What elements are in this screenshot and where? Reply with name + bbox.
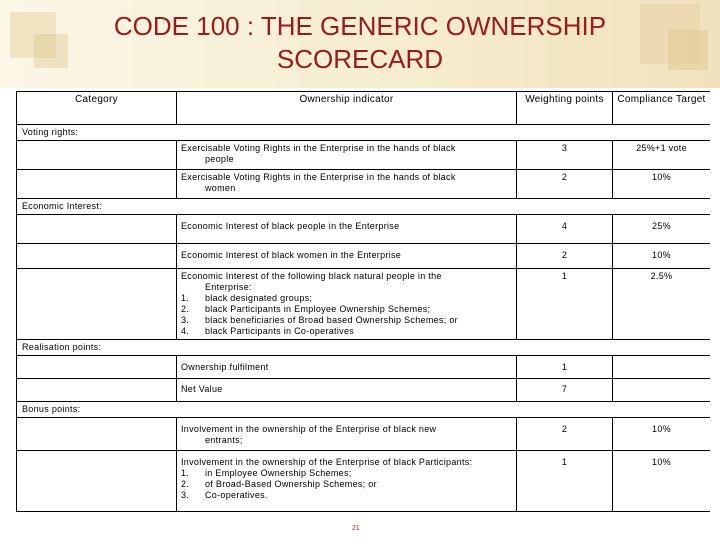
indicator-cell: Economic Interest of black women in the Enterprise <box>177 244 517 269</box>
target-cell: 10% <box>613 418 711 451</box>
indicator-cell <box>177 269 517 340</box>
page-title: CODE 100 : THE GENERIC OWNERSHIP SCORECARD <box>113 11 607 74</box>
target-cell <box>613 356 711 379</box>
numbered-list <box>181 293 512 337</box>
list-text: Co-operatives. <box>205 490 268 500</box>
category-cell <box>17 141 177 170</box>
section-row <box>17 402 711 418</box>
target-cell: 25% <box>613 215 711 244</box>
target-cell <box>613 379 711 402</box>
list-text: black beneficiaries of Broad based Ownership Schemes; or <box>205 315 458 325</box>
points-cell: 2 <box>517 418 613 451</box>
category-cell <box>17 451 177 512</box>
list-number: 3. <box>181 490 190 500</box>
category-cell <box>17 418 177 451</box>
indicator-text: Exercisable Voting Rights in the Enterprise in the hands of black <box>181 143 456 153</box>
table-row <box>17 141 711 170</box>
list-item <box>181 479 512 490</box>
header-target: Compliance Target <box>613 92 711 125</box>
section-voting-rights: Voting rights: <box>17 125 711 141</box>
decorative-square <box>668 30 708 70</box>
section-row <box>17 199 711 215</box>
table-row <box>17 244 711 269</box>
header-row <box>17 92 711 125</box>
table-row <box>17 215 711 244</box>
category-cell <box>17 215 177 244</box>
table-row <box>17 170 711 199</box>
indicator-cell <box>177 141 517 170</box>
indicator-text: Exercisable Voting Rights in the Enterprise in the hands of black <box>181 172 456 182</box>
points-cell: 1 <box>517 451 613 512</box>
points-cell: 1 <box>517 356 613 379</box>
scorecard-table <box>16 91 710 512</box>
list-text: of Broad-Based Ownership Schemes; or <box>205 479 377 489</box>
points-cell: 2 <box>517 170 613 199</box>
target-cell: 10% <box>613 451 711 512</box>
list-item <box>181 315 512 326</box>
list-text: black Participants in Co-operatives <box>205 326 355 336</box>
header-category: Category <box>17 92 177 125</box>
points-cell: 4 <box>517 215 613 244</box>
list-text: black designated groups; <box>205 293 313 303</box>
indicator-text: Economic Interest of the following black natural people in the <box>181 271 442 281</box>
indicator-cell <box>177 170 517 199</box>
indicator-text: entrants; <box>205 435 243 445</box>
indicator-text: women <box>205 183 236 193</box>
section-row <box>17 340 711 356</box>
list-item <box>181 304 512 315</box>
list-number: 1. <box>181 468 190 478</box>
list-text: in Employee Ownership Schemes; <box>205 468 352 478</box>
points-cell: 1 <box>517 269 613 340</box>
category-cell <box>17 379 177 402</box>
indicator-cell: Economic Interest of black people in the Enterprise <box>177 215 517 244</box>
indicator-text: Involvement in the ownership of the Enterprise of black Participants: <box>181 457 473 467</box>
section-bonus-points: Bonus points: <box>17 402 711 418</box>
list-number: 2. <box>181 304 190 314</box>
table-row <box>17 269 711 340</box>
target-cell: 2.5% <box>613 269 711 340</box>
points-cell: 2 <box>517 244 613 269</box>
header-indicator: Ownership indicator <box>177 92 517 125</box>
indicator-cell: Ownership fulfilment <box>177 356 517 379</box>
section-economic-interest: Economic Interest: <box>17 199 711 215</box>
list-text: black Participants in Employee Ownership Schemes; <box>205 304 431 314</box>
target-cell: 10% <box>613 170 711 199</box>
target-cell: 10% <box>613 244 711 269</box>
scorecard-table-wrapper <box>16 91 710 540</box>
table-row <box>17 356 711 379</box>
section-row <box>17 125 711 141</box>
list-number: 2. <box>181 479 190 489</box>
list-item <box>181 468 512 479</box>
target-cell: 25%+1 vote <box>613 141 711 170</box>
category-cell <box>17 356 177 379</box>
numbered-list <box>181 468 512 501</box>
points-cell: 3 <box>517 141 613 170</box>
list-number: 3. <box>181 315 190 325</box>
category-cell <box>17 269 177 340</box>
list-item <box>181 326 512 337</box>
list-number: 1. <box>181 293 190 303</box>
indicator-text: people <box>205 154 234 164</box>
table-row <box>17 379 711 402</box>
indicator-cell <box>177 451 517 512</box>
indicator-text: Involvement in the ownership of the Enterprise of black new <box>181 424 437 434</box>
section-realisation-points: Realisation points: <box>17 340 711 356</box>
indicator-cell <box>177 418 517 451</box>
table-row <box>17 451 711 512</box>
header-points: Weighting points <box>517 92 613 125</box>
page-number: 21 <box>352 525 360 532</box>
points-cell: 7 <box>517 379 613 402</box>
category-cell <box>17 170 177 199</box>
indicator-text: Enterprise: <box>205 282 252 292</box>
list-item <box>181 490 512 501</box>
category-cell <box>17 244 177 269</box>
indicator-cell: Net Value <box>177 379 517 402</box>
list-item <box>181 293 512 304</box>
table-row <box>17 418 711 451</box>
list-number: 4. <box>181 326 190 336</box>
